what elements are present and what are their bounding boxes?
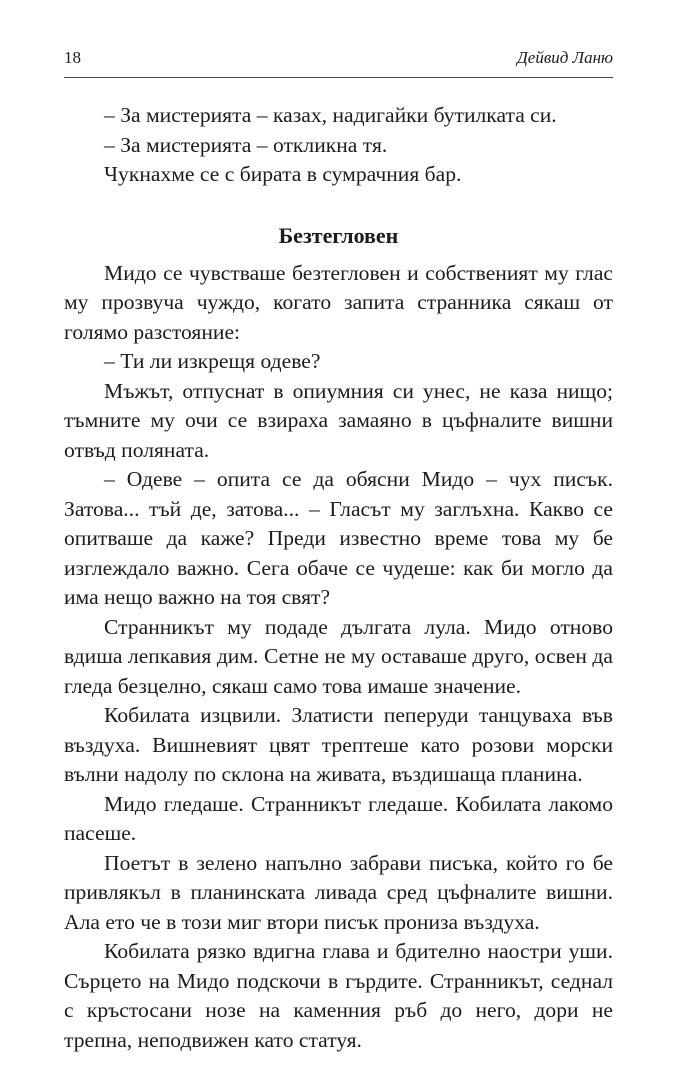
paragraph: Мъжът, отпуснат в опиумния си унес, не каза нищо; тъмните му очи се взираха замаяно в цъфналите вишни отвъд поляната. xyxy=(64,378,613,462)
paragraph: Поетът в зелено напълно забрави писъка, който го бе привлякъл в планинската ливада сред цъфналите вишни. Ала ето че в този миг втори писък прониза въздуха. xyxy=(64,850,613,934)
running-title-author: Дейвид Ланю xyxy=(516,48,613,67)
paragraph: Кобилата рязко вдигна глава и бдително наостри уши. Сърцето на Мидо подскочи в гърдите. Странникът, седнал с кръстосани нозе на каменния ръб до него, дори не трепна, неподвижен като статуя. xyxy=(64,939,613,1052)
section-heading: Безтегловен xyxy=(278,222,399,248)
page-body xyxy=(64,101,613,1055)
paragraph: Кобилата изцвили. Златисти пеперуди танцуваха във въздуха. Вишневият цвят трептеше като розови морски вълни надолу по склона на живата, въздишаща планина. xyxy=(64,703,613,786)
paragraph: – Одеве – опита се да обясни Мидо – чух писък. Затова... тъй де, затова... – Гласът му заглъхна. Какво се опитваше да каже? Преди известно време това му бе изглеждало важно. Сега обаче се чудеше: как би могло да има нещо важно на тоя свят? xyxy=(64,467,613,609)
paragraph: – За мистерията – казах, надигайки бутилката си. xyxy=(104,103,557,127)
paragraph: Мидо гледаше. Странникът гледаше. Кобилата лакомо пасеше. xyxy=(64,791,613,845)
paragraph: Чукнахме се с бирата в сумрачния бар. xyxy=(104,162,462,186)
paragraph: – Ти ли изкрещя одеве? xyxy=(104,349,321,373)
paragraph: Странникът му подаде дългата лула. Мидо отново вдиша лепкавия дим. Сетне не му оставаше друго, освен да гледа безцелно, сякаш само това имаше значение. xyxy=(64,614,613,698)
paragraph: – За мистерията – откликна тя. xyxy=(104,132,388,157)
page-number: 18 xyxy=(64,48,81,67)
page-header xyxy=(64,48,613,78)
header-rule xyxy=(64,77,613,78)
paragraph: Мидо се чувстваше безтегловен и собственият му глас му прозвуча чуждо, когато запита странника сякаш от голямо разстояние: xyxy=(64,260,613,344)
